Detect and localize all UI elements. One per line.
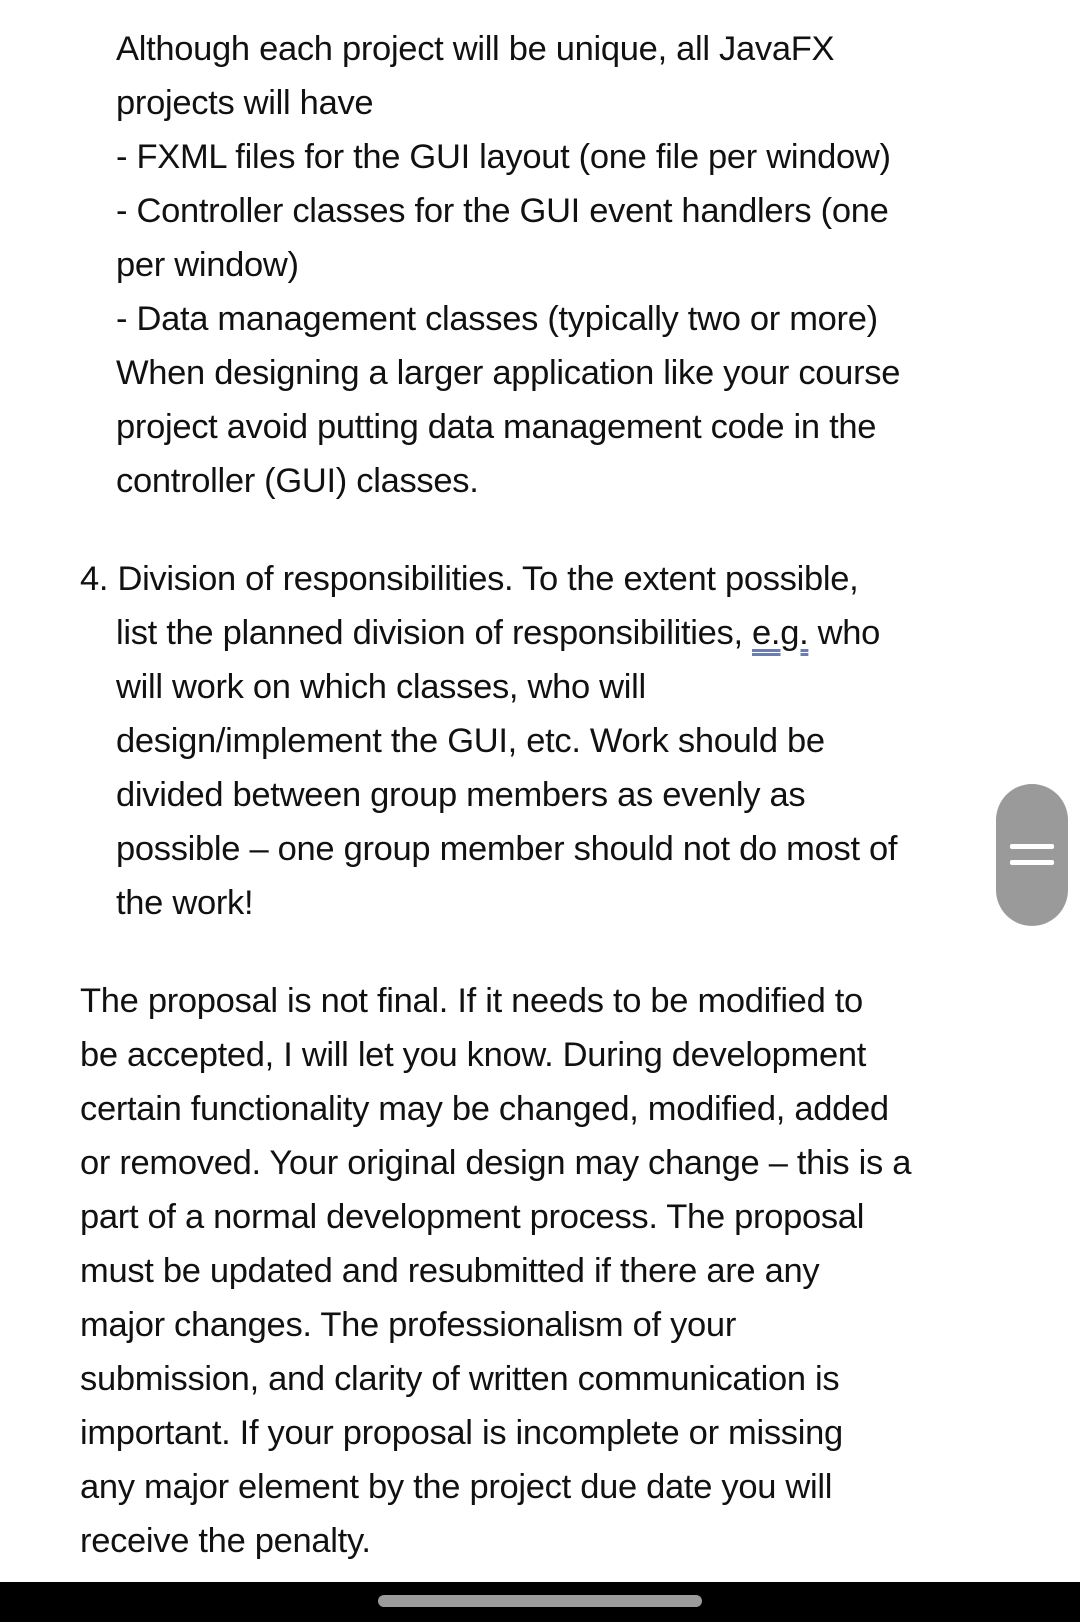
system-navigation-bar: [0, 1582, 1080, 1622]
closing-line: important. If your proposal is incomplete or missing: [80, 1414, 843, 1452]
drag-handle-bar: [1010, 860, 1054, 865]
closing-line: or removed. Your original design may change – this is a: [80, 1144, 912, 1182]
closing-line: must be updated and resubmitted if there are any: [80, 1252, 820, 1290]
closing-line: any major element by the project due date you will: [80, 1468, 833, 1506]
list-item-4-line: will work on which classes, who will: [116, 668, 646, 706]
list-item-4-line: [116, 606, 880, 660]
closing-line: submission, and clarity of written communication is: [80, 1360, 840, 1398]
spellcheck-word[interactable]: e.g.: [752, 614, 809, 652]
list-item-4-line: possible – one group member should not do most of: [116, 830, 898, 868]
list-item-4-line: the work!: [116, 884, 254, 922]
intro-line: per window): [116, 246, 299, 284]
list-item-4-line: design/implement the GUI, etc. Work should be: [116, 722, 825, 760]
list-item-4-text: list the planned division of responsibilities,: [116, 614, 753, 652]
closing-line: certain functionality may be changed, modified, added: [80, 1090, 889, 1128]
intro-line: - FXML files for the GUI layout (one file per window): [116, 138, 891, 176]
intro-line: projects will have: [116, 84, 374, 122]
home-indicator[interactable]: [378, 1595, 702, 1607]
intro-line: Although each project will be unique, all JavaFX: [116, 30, 835, 68]
intro-line: project avoid putting data management code in the: [116, 408, 877, 446]
closing-line: receive the penalty.: [80, 1522, 371, 1560]
intro-line: When designing a larger application like your course: [116, 354, 901, 392]
list-item-4-heading: 4. Division of responsibilities. To the extent possible,: [80, 560, 859, 598]
closing-line: part of a normal development process. The proposal: [80, 1198, 865, 1236]
list-item-4-text: who: [808, 614, 881, 652]
closing-line: major changes. The professionalism of your: [80, 1306, 737, 1344]
intro-line: controller (GUI) classes.: [116, 462, 479, 500]
drag-handle-bar: [1010, 844, 1054, 849]
scroll-handle[interactable]: [996, 784, 1068, 926]
closing-line: be accepted, I will let you know. During development: [80, 1036, 867, 1074]
intro-line: - Controller classes for the GUI event handlers (one: [116, 192, 889, 230]
intro-line: - Data management classes (typically two or more): [116, 300, 878, 338]
closing-line: The proposal is not final. If it needs to be modified to: [80, 982, 863, 1020]
list-item-4-line: divided between group members as evenly as: [116, 776, 806, 814]
